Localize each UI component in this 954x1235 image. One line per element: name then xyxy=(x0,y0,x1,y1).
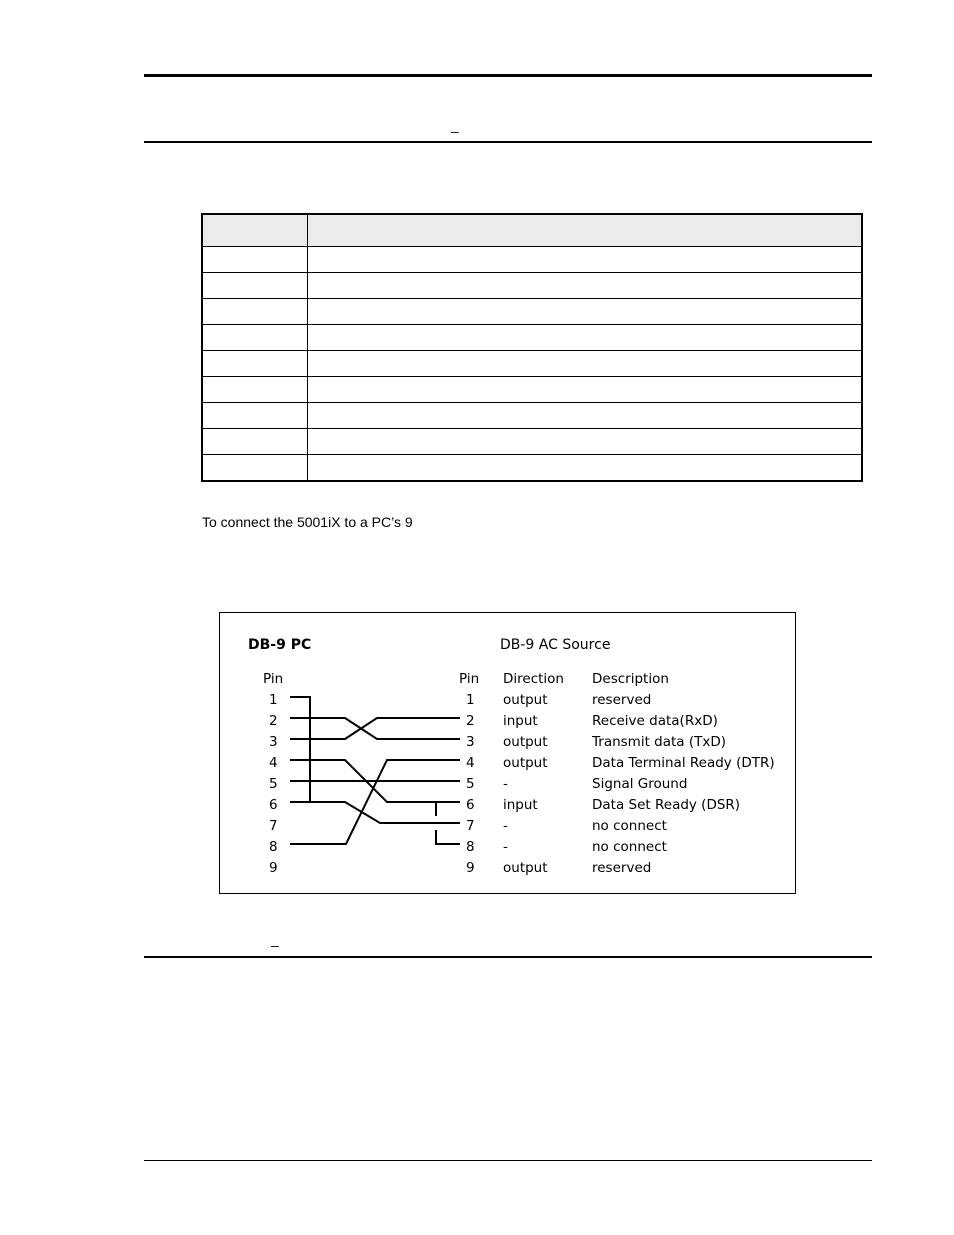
table-cell xyxy=(202,351,308,377)
table-header-cell-description xyxy=(308,214,863,247)
pin-direction: output xyxy=(503,692,548,708)
right-pin-label: 8 xyxy=(466,839,475,855)
table-row xyxy=(202,247,862,273)
right-pin-label: 9 xyxy=(466,860,475,876)
section-rule xyxy=(144,956,872,958)
wire-loopback-1-4-6 xyxy=(290,697,310,802)
left-pin-label: 3 xyxy=(269,734,278,750)
footer-dash: – xyxy=(271,937,279,953)
pin-direction: input xyxy=(503,797,538,813)
pin-description: Transmit data (TxD) xyxy=(592,734,727,750)
left-pin-label: 1 xyxy=(269,692,278,708)
pin-description: Signal Ground xyxy=(592,776,688,792)
left-pin-labels xyxy=(269,692,278,876)
left-pin-label: 9 xyxy=(269,860,278,876)
table-row xyxy=(202,429,862,455)
right-pin-label: 3 xyxy=(466,734,475,750)
left-pin-label: 8 xyxy=(269,839,278,855)
pin-direction: output xyxy=(503,734,548,750)
pin-direction: output xyxy=(503,860,548,876)
right-pin-label: 1 xyxy=(466,692,475,708)
wire-2-to-3 xyxy=(290,718,460,739)
table-row xyxy=(202,299,862,325)
table-cell xyxy=(202,299,308,325)
pin-direction: - xyxy=(503,818,508,834)
pin-description: no connect xyxy=(592,839,667,855)
pin-description: no connect xyxy=(592,818,667,834)
pin-direction: input xyxy=(503,713,538,729)
pin-direction: - xyxy=(503,776,508,792)
pin-description: Receive data(RxD) xyxy=(592,713,718,729)
pin-description: reserved xyxy=(592,692,652,708)
table-cell xyxy=(202,247,308,273)
table-cell xyxy=(308,299,863,325)
description-header: Description xyxy=(592,671,669,687)
right-pin-label: 7 xyxy=(466,818,475,834)
left-pin-label: 4 xyxy=(269,755,278,771)
table-cell xyxy=(308,429,863,455)
left-pin-label: 5 xyxy=(269,776,278,792)
top-rule xyxy=(144,74,872,77)
table-cell xyxy=(202,429,308,455)
table-cell xyxy=(202,377,308,403)
right-pin-label: 4 xyxy=(466,755,475,771)
right-pin-rows xyxy=(466,692,775,876)
intro-text: To connect the 5001iX to a PC’s 9 xyxy=(202,514,413,530)
left-pin-label: 7 xyxy=(269,818,278,834)
wire-6-to-7 xyxy=(310,802,460,823)
table-row xyxy=(202,351,862,377)
left-pin-label: 2 xyxy=(269,713,278,729)
pin-direction: output xyxy=(503,755,548,771)
table-cell xyxy=(308,247,863,273)
left-pin-header: Pin xyxy=(263,671,284,687)
right-pin-label: 5 xyxy=(466,776,475,792)
table-cell xyxy=(308,403,863,429)
table-cell xyxy=(202,273,308,299)
direction-header: Direction xyxy=(503,671,564,687)
left-pin-label: 6 xyxy=(269,797,278,813)
diagram-title-right: DB-9 AC Source xyxy=(500,637,611,653)
right-pin-label: 2 xyxy=(466,713,475,729)
header-rule xyxy=(144,141,872,143)
pin-description: Data Set Ready (DSR) xyxy=(592,797,741,813)
wire-3-to-2 xyxy=(290,718,460,739)
table-cell xyxy=(202,403,308,429)
table-cell xyxy=(202,455,308,482)
table-row xyxy=(202,377,862,403)
pin-direction: - xyxy=(503,839,508,855)
db9-wiring-diagram xyxy=(219,612,796,894)
table-cell xyxy=(308,351,863,377)
pin-description: Data Terminal Ready (DTR) xyxy=(592,755,775,771)
table-row xyxy=(202,403,862,429)
table-row xyxy=(202,325,862,351)
wiring-svg xyxy=(220,613,795,893)
right-pin-label: 6 xyxy=(466,797,475,813)
table-row xyxy=(202,273,862,299)
table-cell xyxy=(308,325,863,351)
right-pin-header: Pin xyxy=(459,671,480,687)
diagram-title-left: DB-9 PC xyxy=(248,637,312,653)
pin-description: reserved xyxy=(592,860,652,876)
table-header-row xyxy=(202,214,862,247)
table-cell xyxy=(202,325,308,351)
table-cell xyxy=(308,455,863,482)
wires xyxy=(290,697,460,844)
pin-table xyxy=(201,213,863,482)
table-header-cell-pin xyxy=(202,214,308,247)
header-dash: – xyxy=(451,123,459,139)
table-row xyxy=(202,455,862,482)
table-cell xyxy=(308,273,863,299)
table-cell xyxy=(308,377,863,403)
bottom-rule xyxy=(144,1160,872,1161)
